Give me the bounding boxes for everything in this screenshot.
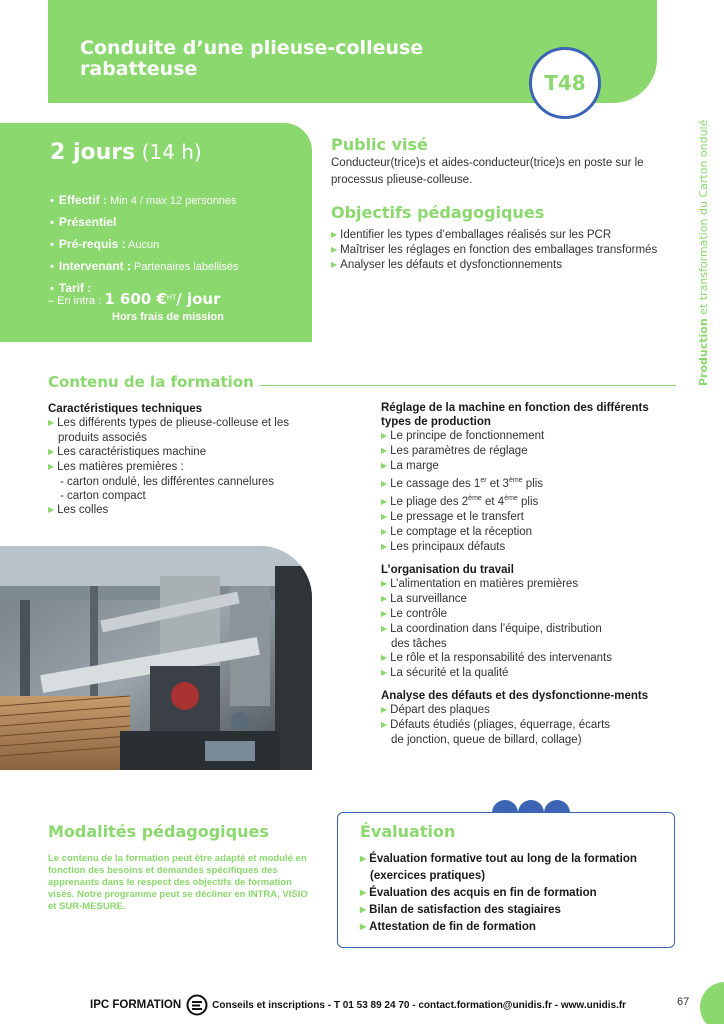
footer-contact: Conseils et inscriptions - T 01 53 89 24 70 - contact.formation@unidis.fr - www.unidis.fr [212, 999, 627, 1011]
info-list [50, 190, 310, 300]
objectif-item: ▶ Maîtriser les réglages en fonction des emballages transformés [331, 244, 658, 256]
course-code-badge [529, 47, 601, 119]
list-item: ▶ Défauts étudiés (pliages, équerrage, écarts [381, 718, 611, 731]
info-item: • Effectif : Min 4 / max 12 personnes [50, 193, 237, 207]
modalites-text: Le contenu de la formation peut être adapté et modulé en fonction des besoins et demandes spécifiques des apprenants dans le respect des objectifs de formation visés. Notre programme peut se décliner en INTRA, VISIO et SUR-MESURE. [48, 853, 308, 912]
eval-item: ▶ Bilan de satisfaction des stagiaires [360, 904, 561, 916]
list-item: ▶ La marge [381, 460, 439, 472]
tarif-unit: / jour [176, 290, 221, 308]
info-item: • Présentiel [50, 215, 117, 229]
eval-item: ▶ Évaluation formative tout au long de la formation [360, 853, 637, 865]
organisation-list [381, 577, 671, 681]
duration [50, 140, 202, 165]
tarif-prefix: – En intra : [48, 295, 105, 307]
eval-item: ▶ Évaluation des acquis en fin de formation [360, 887, 597, 899]
list-item: ▶ Le principe de fonctionnement [381, 430, 545, 442]
public-text: Conducteur(trice)s et aides-conducteur(trice)s en poste sur le processus plieuse-colleuse. [331, 157, 644, 186]
list-item: ▶ La surveillance [381, 592, 467, 605]
page-number: 67 [677, 996, 690, 1008]
side-category-label [686, 98, 724, 388]
objectifs-list [331, 228, 691, 273]
duration-days: 2 jours [50, 140, 136, 165]
list-item: ▶ Départ des plaques [381, 703, 490, 716]
triangle-bullet-icon: ▶ [331, 230, 338, 239]
hors-frais: Hors frais de mission [112, 311, 224, 323]
contenu-title: Contenu de la formation [48, 373, 254, 391]
page-title: Conduite d’une plieuse-colleuse rabatteuse [80, 37, 424, 80]
side-label-bold: Production [697, 318, 710, 386]
list-item: ▶ Les principaux défauts [381, 540, 506, 553]
list-item: ▶ La sécurité et la qualité [381, 666, 509, 679]
analyse-list [381, 703, 671, 747]
machine-photo-illustration [0, 546, 312, 770]
carac-title: Caractéristiques techniques [48, 403, 203, 415]
objectifs-title: Objectifs pédagogiques [331, 203, 545, 222]
list-item: de jonction, queue de billard, collage) [391, 733, 582, 746]
course-code: T48 [544, 71, 586, 95]
tarif-price: 1 600 € [104, 290, 167, 308]
list-item: ▶ L’alimentation en matières premières [381, 577, 579, 590]
carac-list [48, 416, 338, 518]
triangle-bullet-icon: ▶ [331, 245, 338, 254]
list-item: ▶ Les colles [48, 504, 109, 516]
ipc-logo-icon [186, 994, 208, 1016]
list-item: ▶ La coordination dans l’équipe, distribution [381, 622, 602, 635]
info-item: • Pré-requis : Aucun [50, 237, 160, 251]
tarif-line [48, 290, 220, 308]
eval-item: ▶ Attestation de fin de formation [360, 921, 536, 933]
eval-item: (exercices pratiques) [370, 870, 486, 882]
list-item: ▶ Les différents types de plieuse-colleuse et les [48, 417, 289, 429]
section-divider [260, 385, 676, 386]
list-item: produits associés [58, 432, 147, 444]
machine-photo [0, 546, 312, 770]
public-title: Public visé [331, 135, 428, 154]
objectif-item: ▶ Identifier les types d’emballages réalisés sur les PCR [331, 229, 612, 241]
organisation-title: L’organisation du travail [381, 563, 514, 576]
tarif-sup: HT [166, 294, 177, 302]
reglage-list [381, 429, 671, 555]
objectif-item: ▶ Analyser les défauts et dysfonctionnements [331, 259, 562, 271]
list-item: ▶ Le rôle et la responsabilité des intervenants [381, 651, 612, 664]
page-corner-decoration [700, 982, 724, 1024]
reglage-title: Réglage de la machine en fonction des différents types de production [381, 402, 649, 428]
list-item: ▶ Le cassage des 1er et 3ème plis [381, 477, 544, 490]
list-item: - carton ondulé, les différentes cannelures [60, 476, 274, 488]
evaluation-list [360, 851, 668, 936]
list-item: ▶ Les paramètres de réglage [381, 445, 528, 457]
info-item: • Intervenant : Partenaires labellisés [50, 259, 239, 273]
duration-hours: (14 h) [135, 140, 202, 164]
side-label-rest: et transformation du Carton ondulé [697, 119, 710, 319]
info-item: • Tarif : [50, 281, 92, 295]
list-item: des tâches [391, 637, 447, 650]
triangle-bullet-icon: ▶ [331, 260, 338, 269]
analyse-title: Analyse des défauts et des dysfonctionne-ments [381, 689, 649, 702]
evaluation-title: Évaluation [360, 822, 456, 841]
list-item: ▶ Les matières premières : [48, 461, 184, 473]
list-item: ▶ Le comptage et la réception [381, 525, 533, 538]
list-item: ▶ Le contrôle [381, 607, 448, 620]
list-item: ▶ Les caractéristiques machine [48, 446, 207, 458]
list-item: ▶ Le pressage et le transfert [381, 510, 524, 523]
footer [90, 994, 650, 1016]
list-item: ▶ Le pliage des 2ème et 4ème plis [381, 494, 539, 508]
modalites-title: Modalités pédagogiques [48, 822, 269, 841]
footer-brand: IPC FORMATION [90, 999, 182, 1011]
list-item: - carton compact [60, 490, 146, 502]
contenu-left-column [48, 402, 338, 518]
contenu-right-column [381, 401, 671, 747]
